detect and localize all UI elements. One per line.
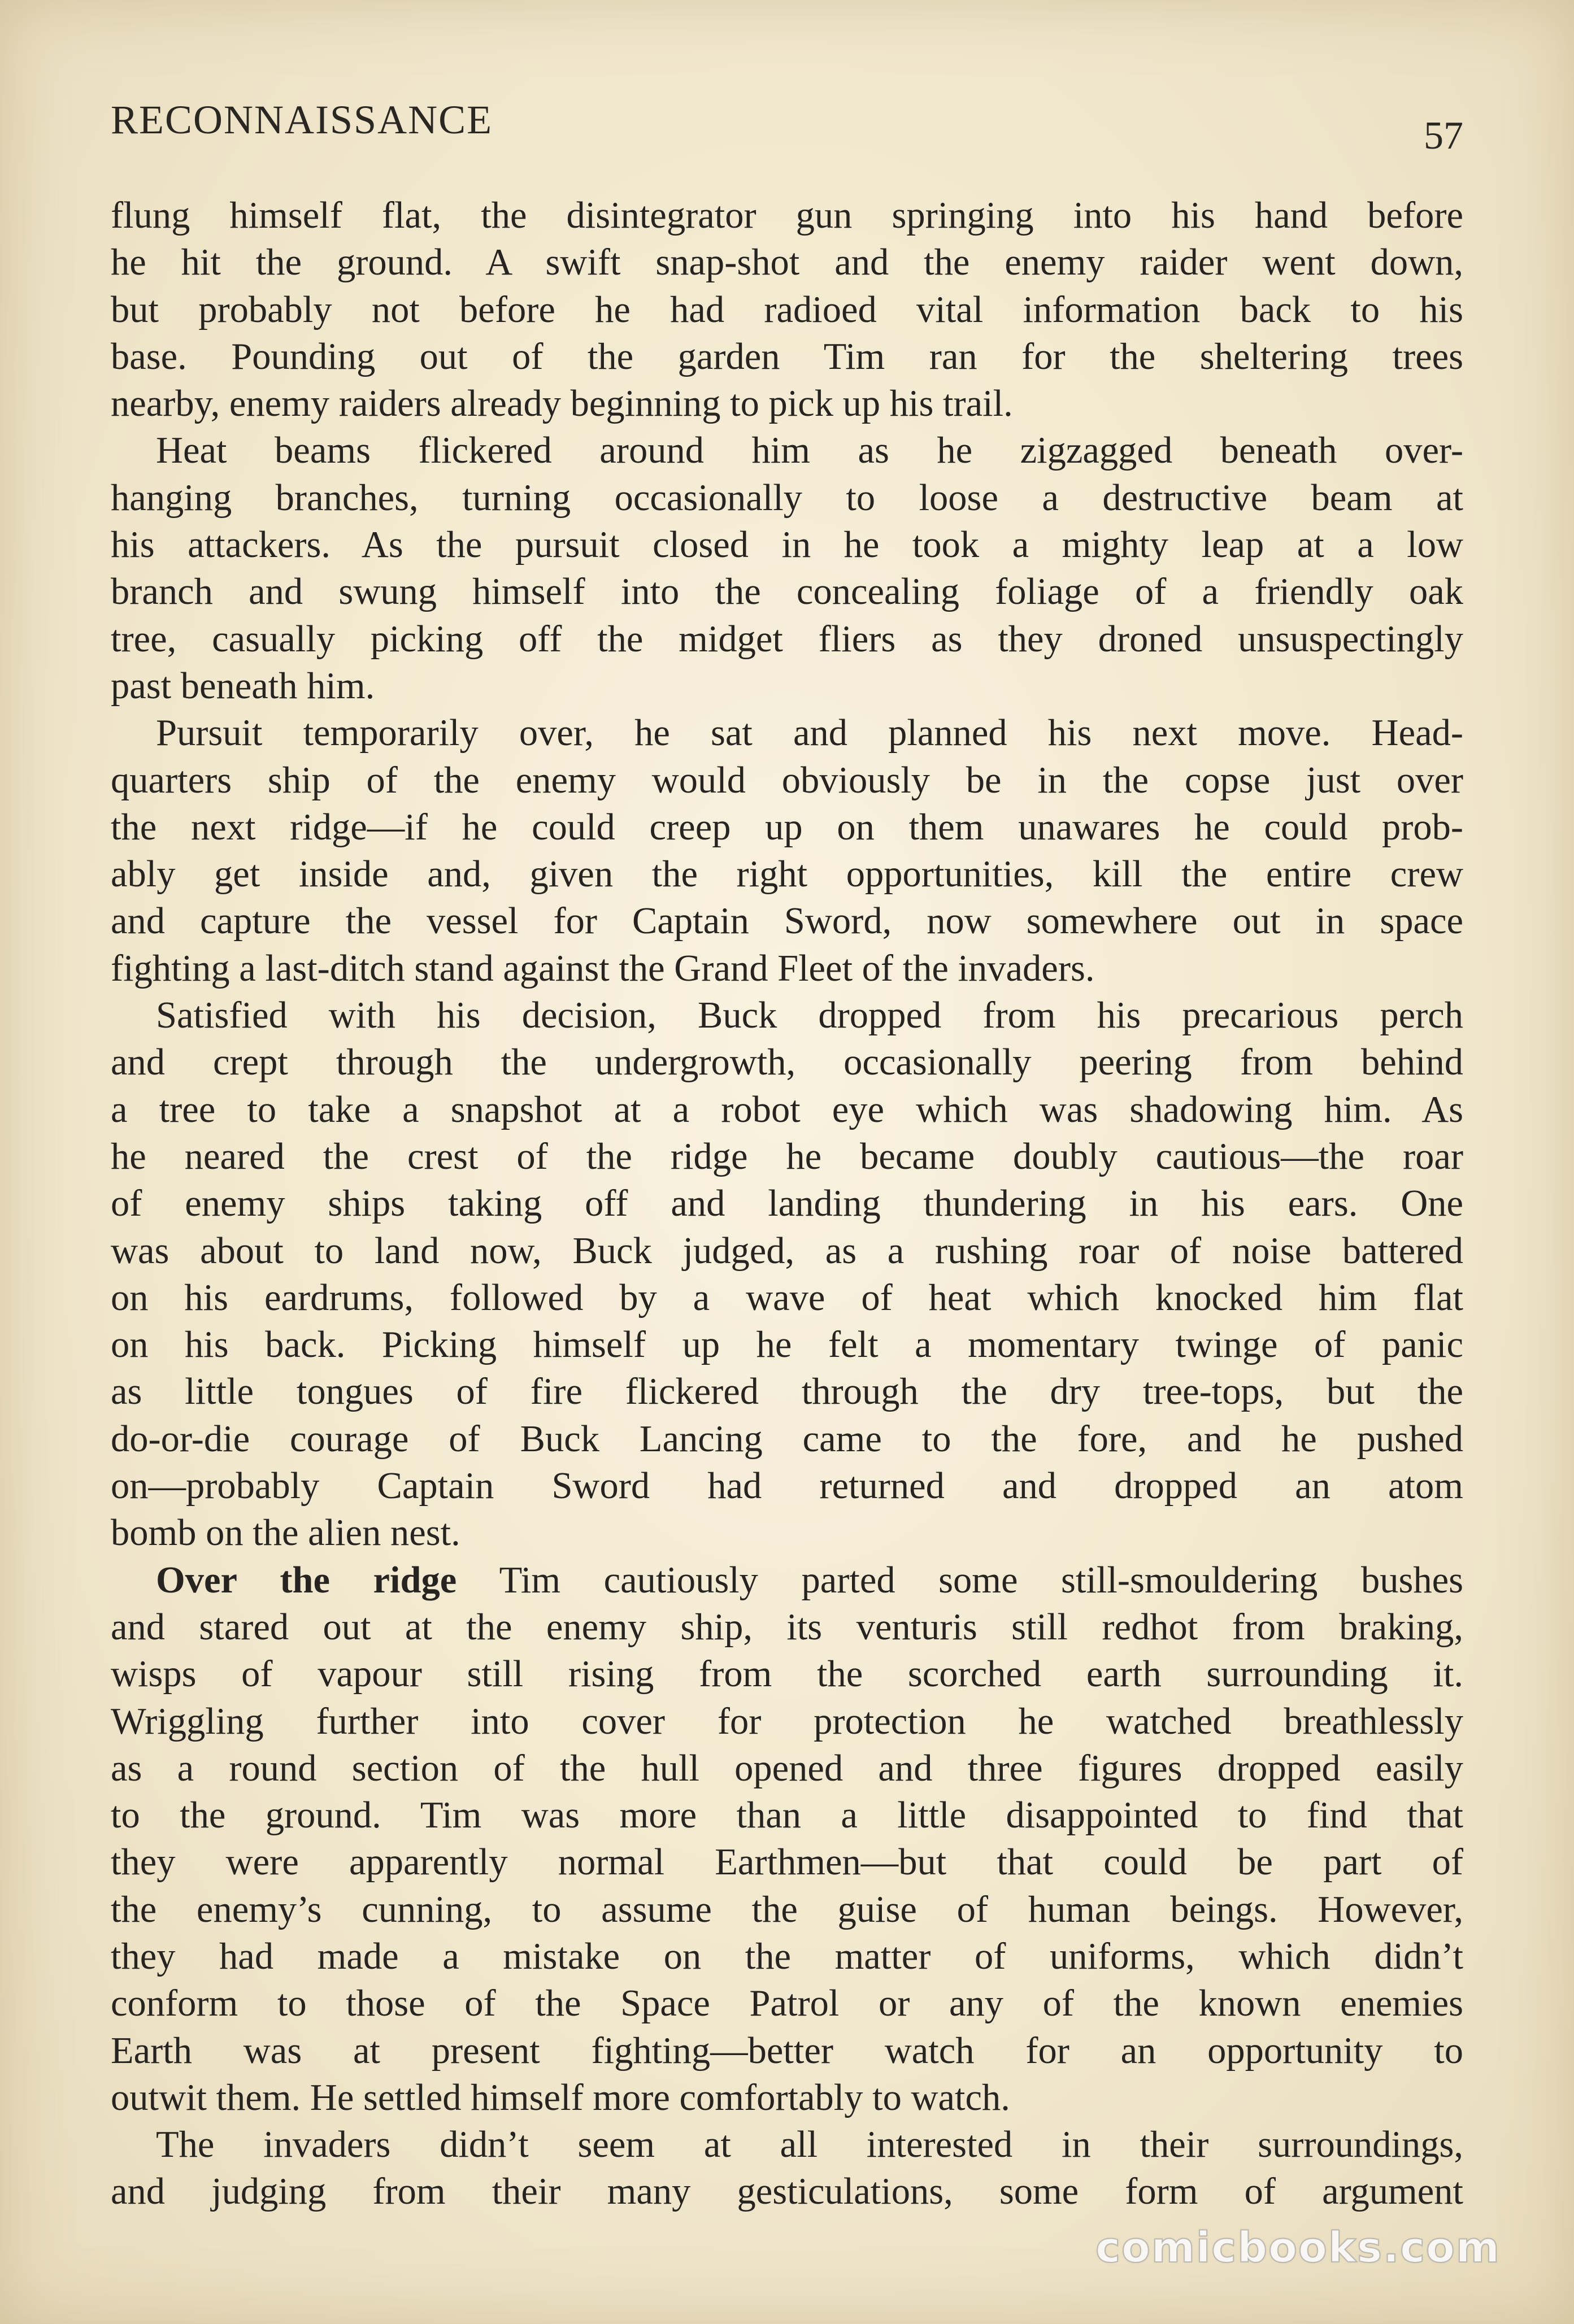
chapter-title: RECONNAISSANCE xyxy=(111,97,493,142)
paragraph-6 xyxy=(111,2121,1463,2216)
text-line: as little tongues of fire flickered through the dry tree-tops, but the xyxy=(111,1371,1463,1413)
text-line: he hit the ground. A swift snap-shot and the enemy raider went down, xyxy=(111,242,1463,284)
text-line: and judging from their many gesticulations, some form of argument xyxy=(111,2171,1463,2213)
text-line: on his back. Picking himself up he felt a momentary twinge of panic xyxy=(111,1324,1463,1366)
watermark: comicbooks.com xyxy=(1095,2223,1501,2272)
text-line: he neared the crest of the ridge he became doubly cautious—the roar xyxy=(111,1135,1463,1177)
text-line: Heat beams flickered around him as he zigzagged beneath over- xyxy=(156,430,1463,472)
text-line: conform to those of the Space Patrol or any of the known enemies xyxy=(111,1983,1463,2025)
text-line: tree, casually picking off the midget fliers as they droned unsuspectingly xyxy=(111,618,1463,660)
page-number: 57 xyxy=(1424,114,1463,158)
paragraph-3 xyxy=(111,710,1463,992)
text-line: they had made a mistake on the matter of uniforms, which didn’t xyxy=(111,1935,1463,1977)
text-line: quarters ship of the enemy would obviously be in the copse just over xyxy=(111,759,1463,801)
text-line: of enemy ships taking off and landing thundering in his ears. One xyxy=(111,1183,1463,1225)
text-line xyxy=(111,1557,1463,1604)
text-line: they were apparently normal Earthmen—but that could be part of xyxy=(111,1842,1463,1883)
body-text xyxy=(111,192,1463,2216)
text-line: his attackers. As the pursuit closed in he took a mighty leap at a low xyxy=(111,524,1463,566)
lead-in-text: Over the ridge xyxy=(156,1559,457,1601)
text-line: on—probably Captain Sword had returned and dropped an atom xyxy=(111,1465,1463,1507)
text-line: on his eardrums, followed by a wave of heat which knocked him flat xyxy=(111,1277,1463,1318)
paragraph-4 xyxy=(111,992,1463,1557)
text-line: Satisfied with his decision, Buck dropped from his precarious perch xyxy=(156,995,1463,1037)
text-line: the enemy’s cunning, to assume the guise of human beings. However, xyxy=(111,1888,1463,1930)
text-line: and capture the vessel for Captain Sword, now somewhere out in space xyxy=(111,900,1463,942)
text-line: base. Pounding out of the garden Tim ran for the sheltering trees xyxy=(111,336,1463,377)
text-line: the next ridge—if he could creep up on them unawares he could prob- xyxy=(111,806,1463,848)
text-line: Wriggling further into cover for protection he watched breathlessly xyxy=(111,1700,1463,1742)
text-line: a tree to take a snapshot at a robot eye which was shadowing him. As xyxy=(111,1089,1463,1130)
text-line: and stared out at the enemy ship, its venturis still redhot from braking, xyxy=(111,1606,1463,1648)
text-line: to the ground. Tim was more than a little disappointed to find that xyxy=(111,1795,1463,1836)
text-line: nearby, enemy raiders already beginning to pick up his trail. xyxy=(111,383,1013,425)
text-line: and crept through the undergrowth, occasionally peering from behind xyxy=(111,1042,1463,1083)
text-line: The invaders didn’t seem at all interested in their surroundings, xyxy=(156,2124,1463,2166)
text-line: ably get inside and, given the right opportunities, kill the entire crew xyxy=(111,854,1463,895)
text-line: was about to land now, Buck judged, as a rushing roar of noise battered xyxy=(111,1230,1463,1272)
text-line: fighting a last-ditch stand against the Grand Fleet of the invaders. xyxy=(111,947,1095,989)
text-line: branch and swung himself into the concealing foliage of a friendly oak xyxy=(111,571,1463,613)
text-line: as a round section of the hull opened and three figures dropped easily xyxy=(111,1747,1463,1789)
text-line: Pursuit temporarily over, he sat and planned his next move. Head- xyxy=(156,712,1463,754)
text-line: outwit them. He settled himself more comfortably to watch. xyxy=(111,2077,1010,2118)
paragraph-5 xyxy=(111,1557,1463,2122)
text-line: wisps of vapour still rising from the scorched earth surrounding it. xyxy=(111,1653,1463,1695)
paragraph-1 xyxy=(111,192,1463,427)
paragraph-2 xyxy=(111,427,1463,710)
text-line: flung himself flat, the disintegrator gun springing into his hand before xyxy=(111,195,1463,236)
text-line: past beneath him. xyxy=(111,665,375,707)
text-line: hanging branches, turning occasionally to loose a destructive beam at xyxy=(111,477,1463,519)
text-line: but probably not before he had radioed vital information back to his xyxy=(111,289,1463,330)
running-head xyxy=(111,95,1463,157)
text-line: Earth was at present fighting—better watch for an opportunity to xyxy=(111,2030,1463,2071)
text-line: do-or-die courage of Buck Lancing came to the fore, and he pushed xyxy=(111,1418,1463,1460)
text-line-rest: Tim cautiously parted some still-smouldering bushes xyxy=(456,1559,1463,1601)
text-line: bomb on the alien nest. xyxy=(111,1512,460,1554)
